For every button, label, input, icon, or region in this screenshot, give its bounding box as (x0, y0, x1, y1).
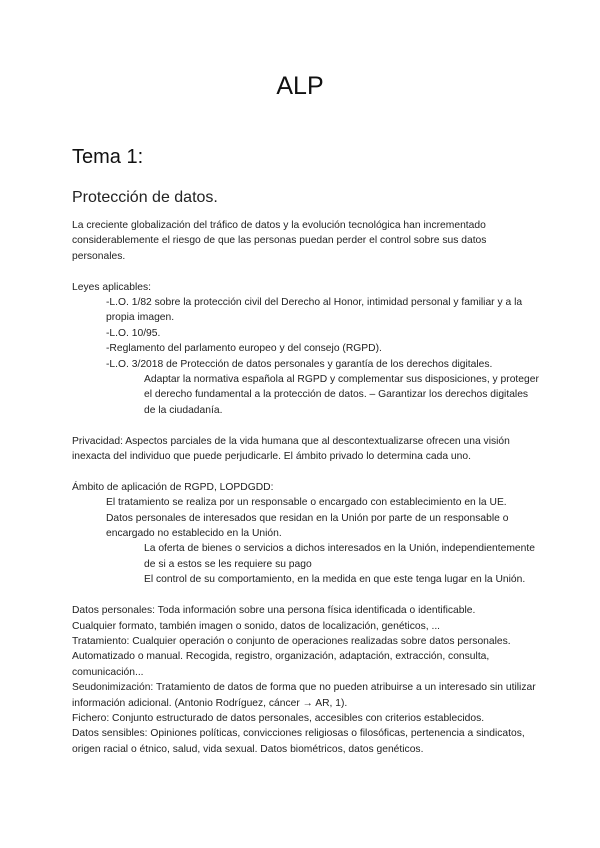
laws-label: Leyes aplicables: (72, 281, 151, 293)
law-sub-note: Adaptar la normativa española al RGPD y complementar sus disposiciones, y proteger el derecho fundamental a la protección de datos. – Garantizar los derechos digitales de la ciudadanía. (144, 374, 539, 416)
scope-sub-item: El control de su comportamiento, en la medida en que este tenga lugar en la Unión. (144, 574, 526, 586)
law-item: -L.O. 10/95. (106, 327, 161, 339)
law-item: -Reglamento del parlamento europeo y del consejo (RGPD). (106, 343, 382, 355)
scope-item: El tratamiento se realiza por un responsable o encargado con establecimiento en la UE. (106, 497, 507, 509)
privacy-paragraph: Privacidad: Aspectos parciales de la vida humana que al descontextualizarse ofrecen una visión inexacta del individuo que puede perjudicarle. El ámbito privado lo determina cada uno. (72, 435, 510, 463)
definition-line: Datos personales: Toda información sobre una persona física identificada o identificable. (72, 605, 476, 617)
definition-line: Tratamiento: Cualquier operación o conjunto de operaciones realizadas sobre datos personales. Automatizado o manual. Recogida, registro, organización, adaptación, extracción, consulta, comunicación... (72, 635, 511, 678)
scope-item: Datos personales de interesados que residan en la Unión por parte de un responsable o encargado no establecido en la Unión. (106, 512, 509, 540)
definition-line: Datos sensibles: Opiniones políticas, convicciones religiosas o filosóficas, pertenencia a sindicatos, origen racial o étnico, salud, vida sexual. Datos biométricos, datos genéticos. (72, 728, 525, 755)
intro-paragraph: La creciente globalización del tráfico de datos y la evolución tecnológica han incrementado considerablemente el riesgo de que las personas puedan perder el control sobre sus datos personales. (72, 220, 487, 262)
scope-label: Ámbito de aplicación de RGPD, LOPDGDD: (72, 481, 274, 493)
document-body (72, 218, 542, 757)
scope-sub-item: La oferta de bienes o servicios a dichos interesados en la Unión, independientemente de si a estos se les requiere su pago (144, 543, 535, 570)
definition-line: Seudonimización: Tratamiento de datos de forma que no pueden atribuirse a un interesado sin utilizar información adicional. (Antonio Rodríguez, cáncer → AR, 1). (72, 682, 536, 709)
document-title: ALP (276, 72, 324, 100)
section-heading: Tema 1: (72, 146, 144, 168)
law-item: -L.O. 3/2018 de Protección de datos personales y garantía de los derechos digitales. (106, 358, 493, 370)
law-item: -L.O. 1/82 sobre la protección civil del Derecho al Honor, intimidad personal y familiar y a la propia imagen. (106, 297, 523, 324)
section-subheading: Protección de datos. (72, 189, 218, 206)
definition-line: Fichero: Conjunto estructurado de datos personales, accesibles con criterios establecidos. (72, 712, 485, 724)
definition-line: Cualquier formato, también imagen o sonido, datos de localización, genéticos, ... (72, 620, 441, 632)
